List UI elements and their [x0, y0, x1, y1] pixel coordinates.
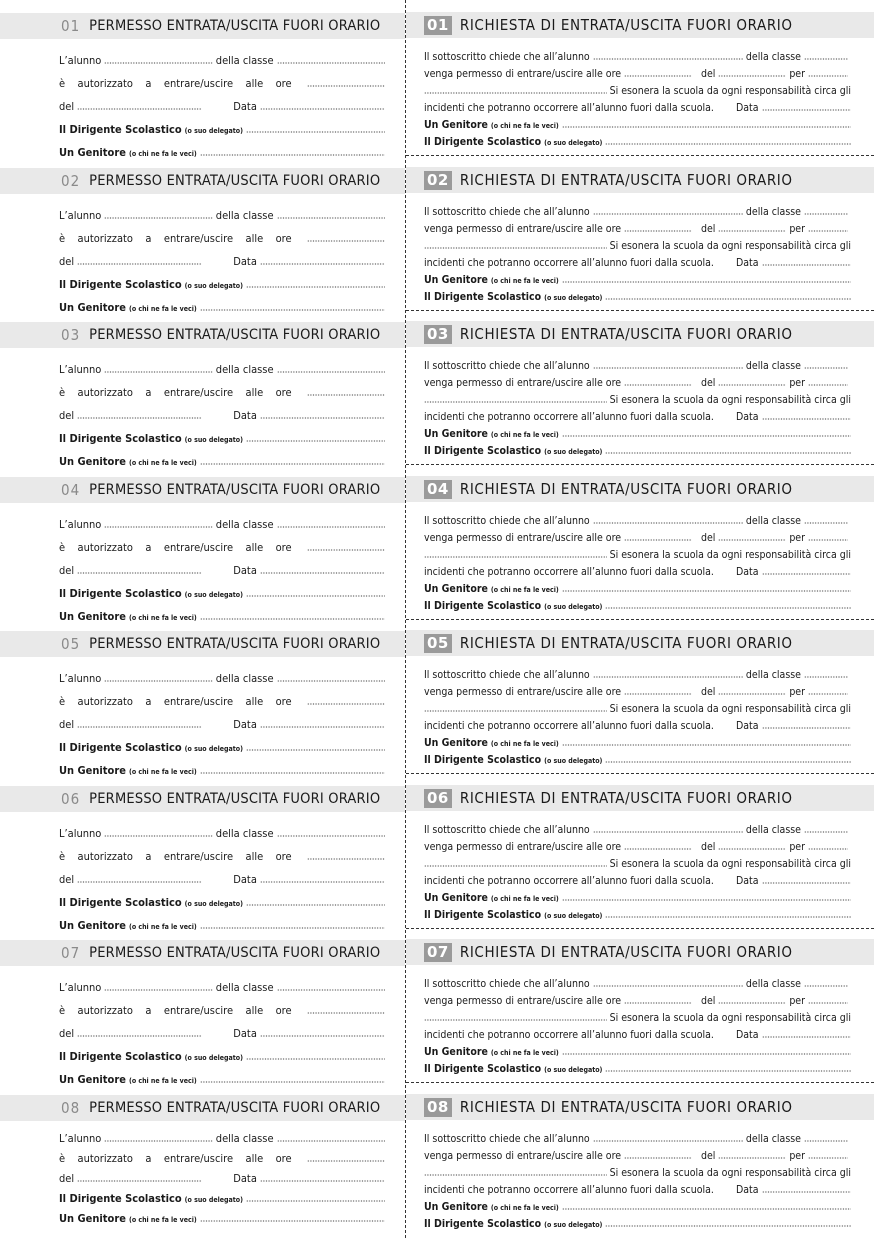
form-number-badge: 01	[424, 16, 452, 35]
principal-line: Il Dirigente Scolastico (o suo delegato)	[424, 598, 851, 612]
parent-line: Un Genitore (o chi ne fa le veci)	[424, 426, 851, 440]
form-title: RICHIESTA DI ENTRATA/USCITA FUORI ORARIO	[459, 1098, 793, 1116]
time-field[interactable]	[624, 530, 692, 541]
time-field[interactable]	[624, 993, 692, 1004]
form-number: 02	[61, 172, 81, 190]
parent-line: Un Genitore (o chi ne fa le veci)	[424, 1199, 851, 1213]
reason-continued-field[interactable]	[424, 701, 607, 712]
reason-field[interactable]	[808, 375, 848, 386]
horizontal-cut-line	[406, 155, 874, 156]
authorized-line: è autorizzato a entrare/uscire alle ore	[59, 1151, 388, 1165]
date-field[interactable]	[762, 1027, 852, 1038]
parent-line: Un Genitore (o chi ne fa le veci)	[59, 1072, 388, 1086]
date-field[interactable]	[260, 563, 385, 574]
form-number: 07	[61, 944, 81, 962]
parent-line: Un Genitore (o chi ne fa le veci)	[424, 1044, 851, 1058]
principal-line: Il Dirigente Scolastico (o suo delegato)	[424, 1216, 851, 1230]
exoneration-line: Si esonera la scuola da ogni responsabilità circa gli	[424, 701, 851, 715]
parent-line: Un Genitore (o chi ne fa le veci)	[59, 145, 388, 159]
incidents-line: incidenti che potranno occorrere all’alunno fuori dalla scuola. Data	[424, 1182, 851, 1196]
horizontal-cut-line	[406, 1082, 874, 1083]
principal-signature-field[interactable]	[246, 740, 385, 751]
richiesta-form	[406, 476, 874, 612]
parent-signature-field[interactable]	[562, 272, 851, 283]
permission-line: venga permesso di entrare/uscire alle ore del per	[424, 66, 851, 80]
authorized-line: è autorizzato a entrare/uscire alle ore	[59, 540, 388, 554]
authorized-line: è autorizzato a entrare/uscire alle ore	[59, 385, 388, 399]
authorized-line: è autorizzato a entrare/uscire alle ore	[59, 76, 388, 90]
form-number-badge: 03	[424, 325, 452, 344]
permesso-form	[0, 13, 405, 159]
date-field[interactable]	[260, 1026, 385, 1037]
form-header	[0, 1095, 405, 1121]
student-field[interactable]	[593, 667, 743, 678]
date-field[interactable]	[260, 1171, 385, 1182]
principal-line: Il Dirigente Scolastico (o suo delegato)	[424, 1061, 851, 1075]
principal-line: Il Dirigente Scolastico (o suo delegato)	[59, 740, 388, 754]
class-field[interactable]	[277, 208, 385, 219]
principal-line: Il Dirigente Scolastico (o suo delegato)	[59, 586, 388, 600]
parent-line: Un Genitore (o chi ne fa le veci)	[424, 581, 851, 595]
principal-signature-field[interactable]	[246, 431, 385, 442]
permission-line: venga permesso di entrare/uscire alle ore del per	[424, 1148, 851, 1162]
del-field[interactable]	[77, 408, 202, 419]
incidents-line: incidenti che potranno occorrere all’alunno fuori dalla scuola. Data	[424, 718, 851, 732]
parent-signature-field[interactable]	[562, 1044, 851, 1055]
exoneration-line: Si esonera la scuola da ogni responsabilità circa gli	[424, 238, 851, 252]
form-header	[406, 321, 874, 347]
del-field[interactable]	[718, 1148, 786, 1159]
date-field[interactable]	[260, 99, 385, 110]
principal-line: Il Dirigente Scolastico (o suo delegato)	[59, 431, 388, 445]
principal-line: Il Dirigente Scolastico (o suo delegato)	[424, 752, 851, 766]
del-field[interactable]	[718, 66, 786, 77]
student-field[interactable]	[593, 1131, 743, 1142]
form-title: PERMESSO ENTRATA/USCITA FUORI ORARIO	[89, 1100, 381, 1116]
reason-field[interactable]	[808, 530, 848, 541]
class-field[interactable]	[277, 826, 385, 837]
parent-line: Un Genitore (o chi ne fa le veci)	[59, 609, 388, 623]
permission-line: venga permesso di entrare/uscire alle ore del per	[424, 530, 851, 544]
form-header	[0, 786, 405, 812]
principal-signature-field[interactable]	[246, 586, 385, 597]
reason-field[interactable]	[808, 221, 848, 232]
parent-line: Un Genitore (o chi ne fa le veci)	[424, 735, 851, 749]
form-number-badge: 05	[424, 634, 452, 653]
time-field[interactable]	[624, 66, 692, 77]
incidents-line: incidenti che potranno occorrere all’alunno fuori dalla scuola. Data	[424, 873, 851, 887]
date-field[interactable]	[762, 718, 852, 729]
del-field[interactable]	[718, 221, 786, 232]
reason-continued-field[interactable]	[424, 238, 607, 249]
principal-signature-field[interactable]	[605, 907, 851, 918]
del-field[interactable]	[77, 563, 202, 574]
incidents-line: incidenti che potranno occorrere all’alunno fuori dalla scuola. Data	[424, 564, 851, 578]
form-title: PERMESSO ENTRATA/USCITA FUORI ORARIO	[89, 791, 381, 807]
date-line: del Data	[59, 872, 388, 886]
time-field[interactable]	[624, 839, 692, 850]
form-title: RICHIESTA DI ENTRATA/USCITA FUORI ORARIO	[459, 16, 793, 34]
form-title: PERMESSO ENTRATA/USCITA FUORI ORARIO	[89, 482, 381, 498]
time-field[interactable]	[307, 76, 385, 87]
incidents-line: incidenti che potranno occorrere all’alunno fuori dalla scuola. Data	[424, 1027, 851, 1041]
reason-continued-field[interactable]	[424, 392, 607, 403]
student-field[interactable]	[593, 513, 743, 524]
time-field[interactable]	[307, 1151, 385, 1162]
form-title: PERMESSO ENTRATA/USCITA FUORI ORARIO	[89, 18, 381, 34]
parent-signature-field[interactable]	[562, 890, 851, 901]
form-title: RICHIESTA DI ENTRATA/USCITA FUORI ORARIO	[459, 943, 793, 961]
date-field[interactable]	[762, 100, 852, 111]
authorized-line: è autorizzato a entrare/uscire alle ore	[59, 231, 388, 245]
permesso-form	[0, 1095, 405, 1225]
form-title: PERMESSO ENTRATA/USCITA FUORI ORARIO	[89, 945, 381, 961]
date-field[interactable]	[762, 409, 852, 420]
request-line: Il sottoscritto chiede che all’alunno della classe	[424, 667, 851, 681]
horizontal-cut-line	[406, 464, 874, 465]
date-line: del Data	[59, 99, 388, 113]
form-title: RICHIESTA DI ENTRATA/USCITA FUORI ORARIO	[459, 171, 793, 189]
student-field[interactable]	[104, 362, 212, 373]
permission-line: venga permesso di entrare/uscire alle ore del per	[424, 993, 851, 1007]
student-line: L’alunno della classe	[59, 53, 388, 67]
reason-field[interactable]	[808, 684, 848, 695]
request-line: Il sottoscritto chiede che all’alunno della classe	[424, 976, 851, 990]
del-field[interactable]	[77, 1026, 202, 1037]
principal-line: Il Dirigente Scolastico (o suo delegato)	[59, 122, 388, 136]
request-line: Il sottoscritto chiede che all’alunno della classe	[424, 204, 851, 218]
form-number-badge: 08	[424, 1098, 452, 1117]
principal-line: Il Dirigente Scolastico (o suo delegato)	[424, 289, 851, 303]
richiesta-form	[406, 167, 874, 303]
principal-line: Il Dirigente Scolastico (o suo delegato)	[424, 907, 851, 921]
form-header	[406, 12, 874, 38]
student-field[interactable]	[593, 358, 743, 369]
class-field[interactable]	[277, 1131, 385, 1142]
form-header	[406, 1094, 874, 1120]
form-header	[0, 168, 405, 194]
class-field[interactable]	[277, 980, 385, 991]
time-field[interactable]	[307, 231, 385, 242]
incidents-line: incidenti che potranno occorrere all’alunno fuori dalla scuola. Data	[424, 409, 851, 423]
incidents-line: incidenti che potranno occorrere all’alunno fuori dalla scuola. Data	[424, 255, 851, 269]
parent-line: Un Genitore (o chi ne fa le veci)	[59, 918, 388, 932]
del-field[interactable]	[718, 993, 786, 1004]
class-field[interactable]	[804, 667, 848, 678]
date-line: del Data	[59, 1171, 388, 1185]
exoneration-line: Si esonera la scuola da ogni responsabilità circa gli	[424, 392, 851, 406]
principal-signature-field[interactable]	[605, 443, 851, 454]
date-line: del Data	[59, 1026, 388, 1040]
principal-signature-field[interactable]	[605, 598, 851, 609]
permesso-form	[0, 477, 405, 623]
parent-signature-field[interactable]	[562, 1199, 851, 1210]
class-field[interactable]	[804, 976, 848, 987]
principal-line: Il Dirigente Scolastico (o suo delegato)	[424, 134, 851, 148]
request-line: Il sottoscritto chiede che all’alunno della classe	[424, 1131, 851, 1145]
form-number: 04	[61, 481, 81, 499]
reason-field[interactable]	[808, 66, 848, 77]
parent-signature-field[interactable]	[200, 763, 385, 774]
form-header	[0, 477, 405, 503]
time-field[interactable]	[307, 849, 385, 860]
permission-line: venga permesso di entrare/uscire alle ore del per	[424, 375, 851, 389]
student-line: L’alunno della classe	[59, 980, 388, 994]
parent-signature-field[interactable]	[562, 426, 851, 437]
parent-line: Un Genitore (o chi ne fa le veci)	[59, 300, 388, 314]
permission-line: venga permesso di entrare/uscire alle ore del per	[424, 839, 851, 853]
richiesta-form	[406, 630, 874, 766]
permission-line: venga permesso di entrare/uscire alle ore del per	[424, 684, 851, 698]
permesso-form	[0, 786, 405, 932]
richiesta-form	[406, 939, 874, 1075]
form-number: 01	[61, 17, 81, 35]
date-field[interactable]	[260, 408, 385, 419]
class-field[interactable]	[277, 671, 385, 682]
date-field[interactable]	[762, 873, 852, 884]
parent-signature-field[interactable]	[200, 454, 385, 465]
form-header	[406, 939, 874, 965]
student-line: L’alunno della classe	[59, 671, 388, 685]
form-number-badge: 02	[424, 171, 452, 190]
student-field[interactable]	[104, 1131, 212, 1142]
student-field[interactable]	[593, 49, 743, 60]
del-field[interactable]	[718, 839, 786, 850]
del-field[interactable]	[718, 375, 786, 386]
student-field[interactable]	[104, 53, 212, 64]
principal-signature-field[interactable]	[246, 1049, 385, 1060]
del-field[interactable]	[77, 717, 202, 728]
parent-signature-field[interactable]	[200, 609, 385, 620]
form-number: 08	[61, 1099, 81, 1117]
class-field[interactable]	[804, 358, 848, 369]
date-field[interactable]	[260, 872, 385, 883]
class-field[interactable]	[804, 822, 848, 833]
principal-signature-field[interactable]	[605, 752, 851, 763]
form-number-badge: 04	[424, 480, 452, 499]
parent-line: Un Genitore (o chi ne fa le veci)	[424, 890, 851, 904]
exoneration-line: Si esonera la scuola da ogni responsabilità circa gli	[424, 856, 851, 870]
parent-signature-field[interactable]	[562, 117, 851, 128]
form-header	[406, 476, 874, 502]
form-title: PERMESSO ENTRATA/USCITA FUORI ORARIO	[89, 636, 381, 652]
principal-line: Il Dirigente Scolastico (o suo delegato)	[424, 443, 851, 457]
parent-signature-field[interactable]	[200, 1072, 385, 1083]
date-line: del Data	[59, 717, 388, 731]
form-title: RICHIESTA DI ENTRATA/USCITA FUORI ORARIO	[459, 480, 793, 498]
form-number: 05	[61, 635, 81, 653]
reason-continued-field[interactable]	[424, 83, 607, 94]
form-header	[406, 167, 874, 193]
principal-line: Il Dirigente Scolastico (o suo delegato)	[59, 277, 388, 291]
horizontal-cut-line	[406, 928, 874, 929]
richiesta-form	[406, 12, 874, 148]
form-header	[0, 13, 405, 39]
time-field[interactable]	[307, 694, 385, 705]
class-field[interactable]	[804, 204, 848, 215]
parent-signature-field[interactable]	[200, 300, 385, 311]
date-field[interactable]	[762, 564, 852, 575]
class-field[interactable]	[277, 362, 385, 373]
date-line: del Data	[59, 563, 388, 577]
request-line: Il sottoscritto chiede che all’alunno della classe	[424, 822, 851, 836]
form-number-badge: 07	[424, 943, 452, 962]
principal-signature-field[interactable]	[605, 1061, 851, 1072]
date-field[interactable]	[260, 254, 385, 265]
principal-signature-field[interactable]	[246, 277, 385, 288]
form-title: PERMESSO ENTRATA/USCITA FUORI ORARIO	[89, 173, 381, 189]
student-line: L’alunno della classe	[59, 208, 388, 222]
class-field[interactable]	[277, 53, 385, 64]
permesso-form	[0, 940, 405, 1086]
richiesta-form	[406, 785, 874, 921]
incidents-line: incidenti che potranno occorrere all’alunno fuori dalla scuola. Data	[424, 100, 851, 114]
form-number-badge: 06	[424, 789, 452, 808]
authorized-line: è autorizzato a entrare/uscire alle ore	[59, 1003, 388, 1017]
parent-line: Un Genitore (o chi ne fa le veci)	[59, 1211, 388, 1225]
parent-line: Un Genitore (o chi ne fa le veci)	[59, 763, 388, 777]
parent-line: Un Genitore (o chi ne fa le veci)	[59, 454, 388, 468]
authorized-line: è autorizzato a entrare/uscire alle ore	[59, 694, 388, 708]
principal-signature-field[interactable]	[246, 122, 385, 133]
student-field[interactable]	[593, 204, 743, 215]
time-field[interactable]	[624, 221, 692, 232]
richiesta-form	[406, 321, 874, 457]
reason-continued-field[interactable]	[424, 856, 607, 867]
permission-line: venga permesso di entrare/uscire alle ore del per	[424, 221, 851, 235]
permesso-form	[0, 322, 405, 468]
form-header	[406, 630, 874, 656]
class-field[interactable]	[277, 517, 385, 528]
del-field[interactable]	[77, 1171, 202, 1182]
del-field[interactable]	[718, 530, 786, 541]
del-field[interactable]	[77, 99, 202, 110]
time-field[interactable]	[307, 540, 385, 551]
time-field[interactable]	[307, 385, 385, 396]
date-line: del Data	[59, 408, 388, 422]
time-field[interactable]	[624, 1148, 692, 1159]
horizontal-cut-line	[406, 310, 874, 311]
student-field[interactable]	[593, 822, 743, 833]
form-title: RICHIESTA DI ENTRATA/USCITA FUORI ORARIO	[459, 789, 793, 807]
form-number: 06	[61, 790, 81, 808]
parent-signature-field[interactable]	[562, 581, 851, 592]
parent-signature-field[interactable]	[562, 735, 851, 746]
exoneration-line: Si esonera la scuola da ogni responsabilità circa gli	[424, 1165, 851, 1179]
reason-continued-field[interactable]	[424, 547, 607, 558]
reason-continued-field[interactable]	[424, 1010, 607, 1021]
authorized-line: è autorizzato a entrare/uscire alle ore	[59, 849, 388, 863]
form-number: 03	[61, 326, 81, 344]
exoneration-line: Si esonera la scuola da ogni responsabilità circa gli	[424, 83, 851, 97]
student-line: L’alunno della classe	[59, 517, 388, 531]
parent-signature-field[interactable]	[200, 918, 385, 929]
class-field[interactable]	[804, 513, 848, 524]
principal-signature-field[interactable]	[246, 1191, 385, 1202]
student-field[interactable]	[104, 671, 212, 682]
student-field[interactable]	[104, 980, 212, 991]
permesso-form	[0, 631, 405, 777]
principal-signature-field[interactable]	[605, 1216, 851, 1227]
student-field[interactable]	[104, 517, 212, 528]
date-field[interactable]	[762, 1182, 852, 1193]
principal-signature-field[interactable]	[605, 134, 851, 145]
parent-signature-field[interactable]	[200, 1211, 385, 1222]
date-field[interactable]	[260, 717, 385, 728]
student-line: L’alunno della classe	[59, 826, 388, 840]
student-field[interactable]	[104, 826, 212, 837]
request-line: Il sottoscritto chiede che all’alunno della classe	[424, 513, 851, 527]
student-line: L’alunno della classe	[59, 1131, 388, 1145]
time-field[interactable]	[624, 375, 692, 386]
principal-signature-field[interactable]	[246, 895, 385, 906]
time-field[interactable]	[624, 684, 692, 695]
parent-signature-field[interactable]	[200, 145, 385, 156]
del-field[interactable]	[718, 684, 786, 695]
time-field[interactable]	[307, 1003, 385, 1014]
request-line: Il sottoscritto chiede che all’alunno della classe	[424, 358, 851, 372]
reason-continued-field[interactable]	[424, 1165, 607, 1176]
exoneration-line: Si esonera la scuola da ogni responsabilità circa gli	[424, 547, 851, 561]
form-title: RICHIESTA DI ENTRATA/USCITA FUORI ORARIO	[459, 634, 793, 652]
reason-field[interactable]	[808, 839, 848, 850]
principal-signature-field[interactable]	[605, 289, 851, 300]
del-field[interactable]	[77, 872, 202, 883]
form-title: RICHIESTA DI ENTRATA/USCITA FUORI ORARIO	[459, 325, 793, 343]
horizontal-cut-line	[406, 619, 874, 620]
del-field[interactable]	[77, 254, 202, 265]
richiesta-form	[406, 1094, 874, 1230]
horizontal-cut-line	[406, 773, 874, 774]
reason-field[interactable]	[808, 993, 848, 1004]
form-header	[406, 785, 874, 811]
class-field[interactable]	[804, 1131, 848, 1142]
form-header	[0, 322, 405, 348]
exoneration-line: Si esonera la scuola da ogni responsabilità circa gli	[424, 1010, 851, 1024]
principal-line: Il Dirigente Scolastico (o suo delegato)	[59, 1049, 388, 1063]
form-header	[0, 631, 405, 657]
parent-line: Un Genitore (o chi ne fa le veci)	[424, 272, 851, 286]
parent-line: Un Genitore (o chi ne fa le veci)	[424, 117, 851, 131]
student-field[interactable]	[593, 976, 743, 987]
date-line: del Data	[59, 254, 388, 268]
permesso-form	[0, 168, 405, 314]
reason-field[interactable]	[808, 1148, 848, 1159]
form-header	[0, 940, 405, 966]
form-title: PERMESSO ENTRATA/USCITA FUORI ORARIO	[89, 327, 381, 343]
class-field[interactable]	[804, 49, 848, 60]
principal-line: Il Dirigente Scolastico (o suo delegato)	[59, 1191, 388, 1205]
student-field[interactable]	[104, 208, 212, 219]
date-field[interactable]	[762, 255, 852, 266]
request-line: Il sottoscritto chiede che all’alunno della classe	[424, 49, 851, 63]
student-line: L’alunno della classe	[59, 362, 388, 376]
principal-line: Il Dirigente Scolastico (o suo delegato)	[59, 895, 388, 909]
